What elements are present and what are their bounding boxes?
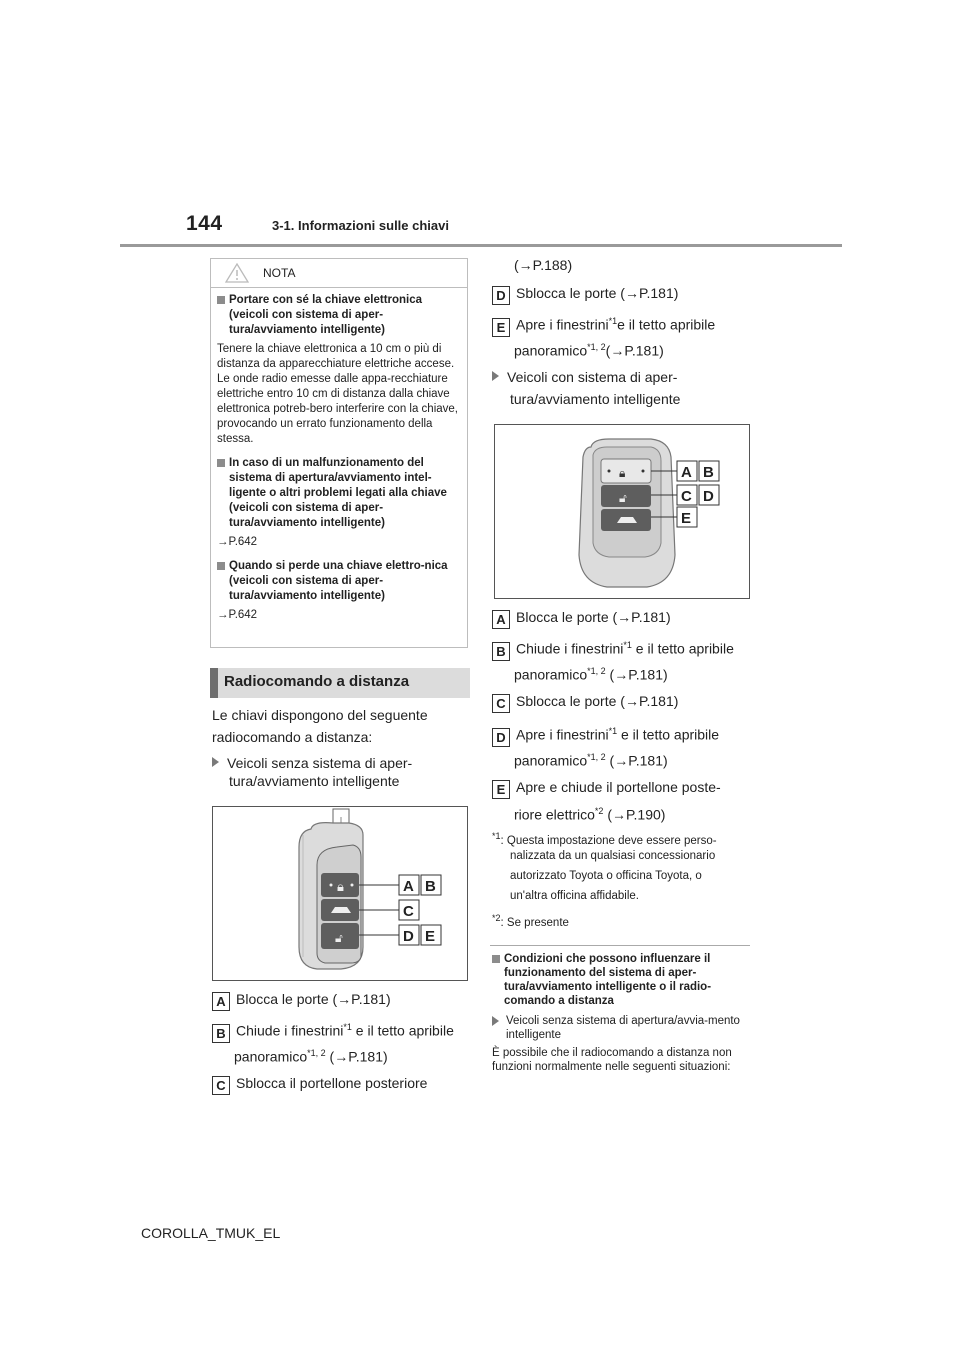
right-top-item-d: D Sblocca le porte (→P.181): [492, 282, 678, 305]
nota-header: [211, 259, 467, 288]
conditions-block: [492, 952, 750, 1074]
conditions-bullet: Veicoli senza sistema di apertura/avvia-mento intelligente: [492, 1014, 750, 1042]
header-rule: [120, 244, 842, 247]
footnote-1-line-3: autorizzato Toyota o officina Toyota, o: [510, 870, 702, 882]
svg-text:🔓︎: 🔓︎: [619, 491, 627, 505]
footnote-1-line-2: nalizzata da un qualsiasi concessionario: [510, 850, 716, 862]
fig1-label-c: C: [403, 903, 414, 920]
nota-heading-3: Quando si perde una chiave elettro-nica (veicoli con sistema di aper-tura/avviamento intelligente): [217, 559, 461, 604]
nota-body: [217, 293, 461, 632]
right-item-d-cont: panoramico$^{*1, 2}$ (→P.181): [514, 752, 668, 769]
left-item-a: A Blocca le porte (→P.181): [212, 988, 391, 1011]
nota-text-1: Tenere la chiave elettronica a 10 cm o più di distanza da apparecchiature elettriche accese. Le onde radio emesse dalle appa-recchiature elettriche entro 10 cm di distanza dalla chiave elettronica potreb-bero interferire con la chiave, provocando un errato funzionamento della stessa.: [217, 343, 458, 445]
right-top-item-e-cont: panoramico$^{*1, 2}$(→P.181): [514, 342, 664, 359]
page-number: 144: [186, 212, 223, 235]
right-top-item-e: E Apre i finestrini$^{*1}$e il tetto apribile: [492, 310, 715, 337]
flip-key-illustration: [213, 807, 467, 980]
left-item-c: C Sblocca il portellone posteriore: [212, 1072, 427, 1095]
right-item-b-cont: panoramico$^{*1, 2}$ (→P.181): [514, 666, 668, 683]
right-item-d: D Apre i finestrini$^{*1}$ e il tetto apribile: [492, 720, 719, 747]
radio-heading: Radiocomando a distanza: [210, 668, 470, 698]
fig2-label-e: E: [681, 510, 692, 527]
svg-text:🔒︎: 🔒︎: [337, 880, 344, 895]
right-item-e: E Apre e chiude il portellone poste-: [492, 776, 721, 799]
right-item-c: C Sblocca le porte (→P.181): [492, 690, 678, 713]
fig2-label-d: D: [703, 488, 714, 505]
footnote-1: $^{*1}$: Questa impostazione deve essere perso-: [492, 831, 717, 847]
smart-key-illustration: [495, 425, 749, 598]
fig1-label-e: E: [425, 928, 436, 945]
fig1-label-d: D: [403, 928, 414, 945]
key-figure-smart: [494, 424, 750, 599]
footnote-2: $^{*2}$: Se presente: [492, 913, 569, 929]
fig2-label-b: B: [703, 464, 714, 481]
warning-icon: [225, 263, 249, 283]
nota-heading-1: Portare con sé la chiave elettronica (veicoli con sistema di aper-tura/avviamento intelligente): [217, 293, 461, 338]
nota-heading-2: In caso di un malfunzionamento del sistema di apertura/avviamento intel-ligente o altri problemi legati alla chiave (veicoli con sistema di aper-tura/avviamento intelligente): [217, 456, 461, 531]
bullet-smart-2: tura/avviamento intelligente: [510, 391, 681, 407]
svg-text:🔓︎: 🔓︎: [335, 931, 343, 945]
left-item-b-cont: panoramico$^{*1, 2}$ (→P.181): [234, 1048, 388, 1065]
footer-code: COROLLA_TMUK_EL: [141, 1225, 281, 1241]
left-item-b: B Chiude i finestrini$^{*1}$ e il tetto apribile: [212, 1016, 454, 1043]
bullet-smart-1: Veicoli con sistema di aper-: [492, 366, 677, 388]
right-item-c-cont: (→P.188): [514, 257, 573, 273]
right-item-e-cont: riore elettrico$^{*2}$ (→P.190): [514, 806, 666, 823]
fig2-label-c: C: [681, 488, 692, 505]
triangle-bullet-icon: [492, 371, 499, 381]
nota-text-2: →P.642: [217, 536, 258, 548]
footnote-1-line-4: un'altra officina affidabile.: [510, 890, 639, 902]
right-item-a: A Blocca le porte (→P.181): [492, 606, 671, 629]
svg-text:🔒︎: 🔒︎: [619, 466, 626, 480]
nota-label: NOTA: [263, 266, 296, 280]
key-figure-no-smart: [212, 806, 468, 981]
intro-line-1: Le chiavi dispongono del seguente: [212, 707, 428, 723]
fig2-label-a: A: [681, 464, 692, 481]
bullet-no-smart-2: tura/avviamento intelligente: [229, 773, 400, 789]
triangle-bullet-icon: [212, 757, 219, 767]
triangle-bullet-icon: [492, 1016, 499, 1026]
conditions-rule: [490, 945, 750, 946]
nota-text-3: →P.642: [217, 609, 258, 621]
conditions-text: È possibile che il radiocomando a distanza non funzioni normalmente nelle seguenti situazioni:: [492, 1047, 732, 1073]
fig1-label-a: A: [403, 878, 414, 895]
bullet-no-smart-1: Veicoli senza sistema di aper-: [212, 752, 412, 774]
intro-line-2: radiocomando a distanza:: [212, 729, 373, 745]
conditions-heading: Condizioni che possono influenzare il funzionamento del sistema di aper-tura/avviamento intelligente o il radio-comando a distanza: [492, 952, 750, 1008]
right-item-b: B Chiude i finestrini$^{*1}$ e il tetto apribile: [492, 634, 734, 661]
section-title: 3-1. Informazioni sulle chiavi: [272, 218, 449, 233]
nota-box: [210, 258, 468, 648]
fig1-label-b: B: [425, 878, 436, 895]
